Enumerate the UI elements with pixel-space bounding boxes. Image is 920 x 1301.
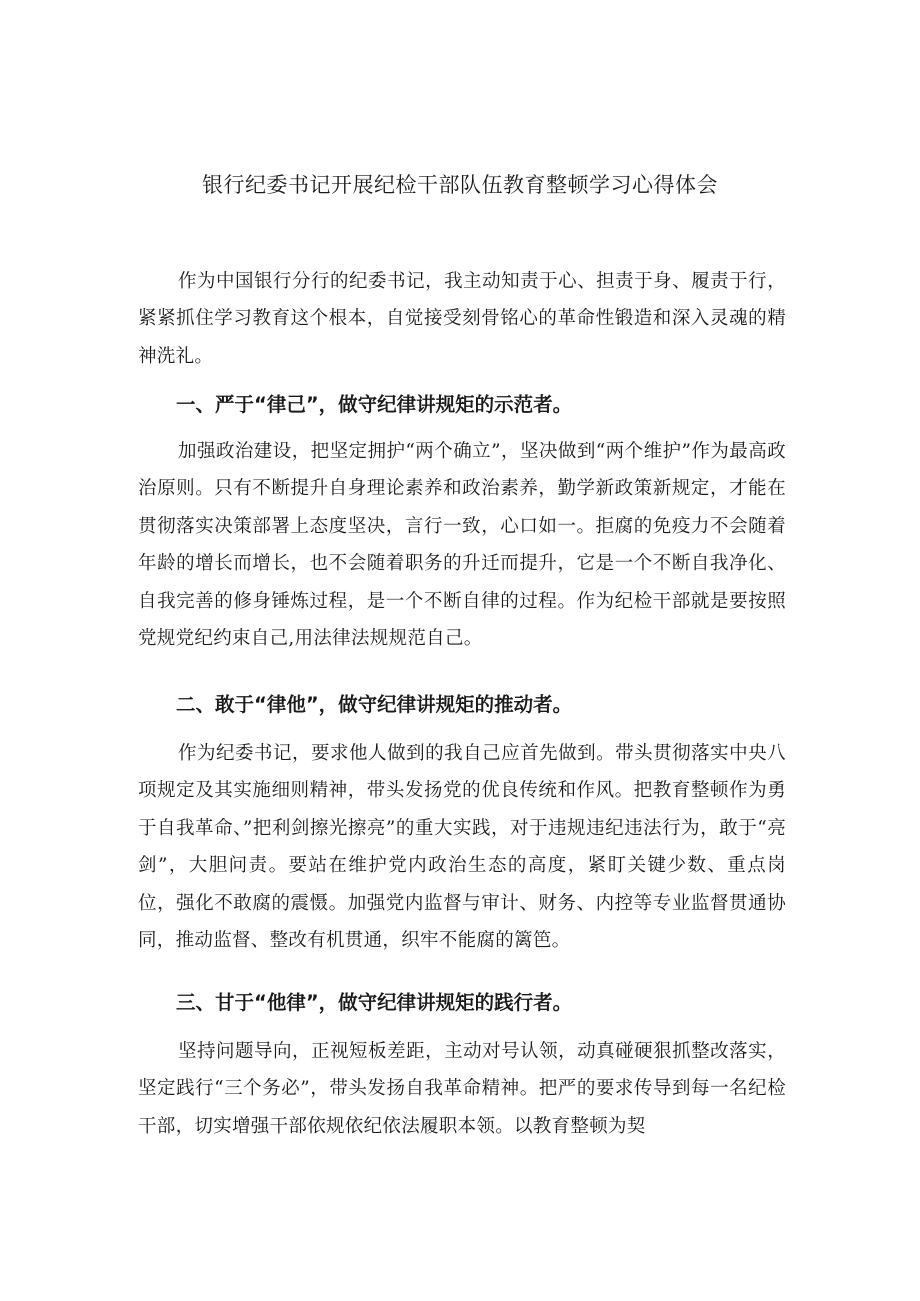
section-heading-3: 三、甘于“他律”，做守纪律讲规矩的践行者。 — [176, 991, 573, 1014]
section-heading-2: 二、敢于“律他”，做守纪律讲规矩的推动者。 — [176, 693, 573, 716]
intro-paragraph: 作为中国银行分行的纪委书记，我主动知责于心、担责于身、履责于行，紧紧抓住学习教育这个根本，自觉接受刻骨铭心的革命性锻造和深入灵魂的精神洗礼。 — [138, 271, 786, 367]
section-paragraph-1: 加强政治建设，把坚定拥护“两个确立”，坚决做到“两个维护”作为最高政治原则。只有不断提升自身理论素养和政治素养，勤学新政策新规定，才能在贯彻落实决策部署上态度坚决，言行一致，心口如一。拒腐的免疫力不会随着年龄的增长而增长，也不会随着职务的升迁而提升，它是一个不断自我净化、自我完善的修身锤炼过程，是一个不断自律的过程。作为纪检干部就是要按照党规党纪约束自己,用法律法规规范自己。 — [138, 441, 786, 650]
section-heading-1: 一、严于“律己”，做守纪律讲规矩的示范者。 — [176, 393, 573, 416]
document-title: 银行纪委书记开展纪检干部队伍教育整顿学习心得体会 — [202, 173, 718, 197]
section-paragraph-3: 坚持问题导向，正视短板差距，主动对号认领，动真碰硬狠抓整改落实，坚定践行“三个务必”，带头发扬自我革命精神。把严的要求传导到每一名纪检干部，切实增强干部依规依纪依法履职本领。以教育整顿为契 — [138, 1041, 786, 1137]
section-paragraph-2: 作为纪委书记，要求他人做到的我自己应首先做到。带头贯彻落实中央八项规定及其实施细则精神，带头发扬党的优良传统和作风。把教育整顿作为勇于自我革命、”把利剑擦光擦亮”的重大实践，对于违规违纪违法行为，敢于“亮剑”，大胆问责。要站在维护党内政治生态的高度，紧盯关键少数、重点岗位，强化不敢腐的震慑。加强党内监督与审计、财务、内控等专业监督贯通协同，推动监督、整改有机贯通，织牢不能腐的篱笆。 — [138, 743, 786, 952]
